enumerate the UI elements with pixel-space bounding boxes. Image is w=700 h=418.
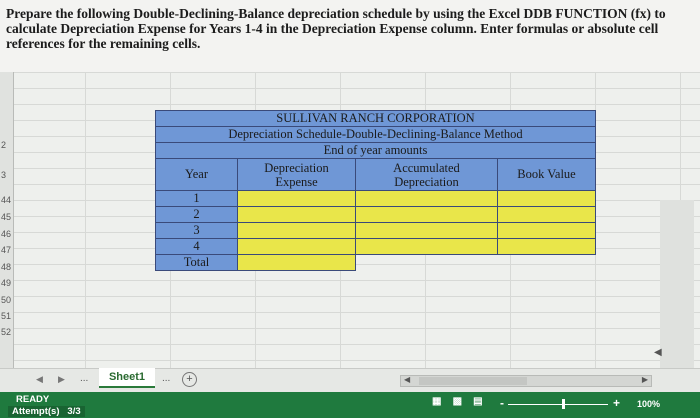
more-sheets-right[interactable]: ...: [162, 373, 171, 384]
row-number[interactable]: 49: [1, 278, 12, 288]
empty-cell: [498, 255, 596, 271]
normal-view-icon[interactable]: ▦: [432, 396, 442, 407]
status-bar: [0, 392, 700, 418]
depreciation-expense-input[interactable]: [238, 223, 356, 239]
tab-scroll-right-icon[interactable]: ▶: [58, 374, 65, 384]
attempts-value: 3/3: [67, 406, 81, 417]
year-cell[interactable]: 3: [156, 223, 238, 239]
attempts-indicator: [8, 406, 85, 417]
book-value-input[interactable]: [498, 239, 596, 255]
tab-scroll-left-icon[interactable]: ◀: [36, 374, 43, 384]
accumulated-depreciation-input[interactable]: [356, 239, 498, 255]
scroll-left-icon[interactable]: ◀: [404, 375, 411, 384]
plus-circle-icon[interactable]: +: [182, 372, 197, 387]
depreciation-expense-input[interactable]: [238, 191, 356, 207]
col-header-accum-line2: Depreciation: [394, 174, 459, 189]
empty-cell: [356, 255, 498, 271]
instructions-text: Prepare the following Double-Declining-Balance depreciation schedule by using the Excel DDB FUNCTION (fx) to calculate Depreciation Expense for Years 1-4 in the Depreciation Expense column. Enter formulas or absolute cell references for the remaining cells.: [0, 0, 700, 72]
depreciation-expense-input[interactable]: [238, 239, 356, 255]
year-cell[interactable]: 4: [156, 239, 238, 255]
col-header-dep-line1: Depreciation: [264, 160, 329, 175]
resize-arrow-icon[interactable]: ◀: [654, 347, 662, 358]
row-number[interactable]: 48: [1, 262, 12, 272]
total-depreciation-input[interactable]: [238, 255, 356, 271]
col-header-book-value: Book Value: [498, 159, 596, 191]
zoom-slider[interactable]: [508, 404, 608, 405]
depreciation-expense-input[interactable]: [238, 207, 356, 223]
company-name: SULLIVAN RANCH CORPORATION: [156, 111, 596, 127]
row-number[interactable]: 3: [1, 170, 7, 180]
zoom-slider-thumb[interactable]: [562, 399, 565, 409]
col-header-dep-line2: Expense: [275, 174, 318, 189]
view-buttons: [432, 396, 483, 407]
depreciation-schedule: [155, 110, 596, 271]
col-header-accum-line1: Accumulated: [393, 160, 460, 175]
ready-status: READY: [16, 394, 50, 405]
row-number[interactable]: 46: [1, 229, 12, 239]
row-number[interactable]: 52: [1, 327, 12, 337]
row-number[interactable]: 44: [1, 195, 12, 205]
row-number[interactable]: 45: [1, 212, 12, 222]
accumulated-depreciation-input[interactable]: [356, 223, 498, 239]
schedule-title: Depreciation Schedule-Double-Declining-Balance Method: [156, 127, 596, 143]
more-sheets-left[interactable]: ...: [80, 373, 89, 384]
book-value-input[interactable]: [498, 223, 596, 239]
zoom-in-icon[interactable]: +: [613, 396, 621, 410]
year-cell[interactable]: 1: [156, 191, 238, 207]
tab-sheet1[interactable]: Sheet1: [99, 368, 155, 388]
zoom-out-icon[interactable]: -: [500, 396, 504, 410]
horizontal-scrollbar[interactable]: [400, 375, 652, 387]
schedule-subtitle: End of year amounts: [156, 143, 596, 159]
sheet-tab-bar: [0, 368, 700, 392]
col-header-year: Year: [156, 159, 238, 191]
accumulated-depreciation-input[interactable]: [356, 207, 498, 223]
page-layout-view-icon[interactable]: ▩: [452, 396, 463, 407]
row-number[interactable]: 47: [1, 245, 12, 255]
scrollbar-thumb[interactable]: [419, 377, 527, 385]
vertical-scrollbar[interactable]: [660, 200, 694, 368]
row-number[interactable]: 2: [1, 140, 7, 150]
accumulated-depreciation-input[interactable]: [356, 191, 498, 207]
col-header-depreciation-expense: [238, 159, 356, 191]
total-label-cell[interactable]: Total: [156, 255, 238, 271]
row-number[interactable]: 50: [1, 295, 12, 305]
attempts-label: Attempt(s): [12, 406, 60, 417]
year-cell[interactable]: 2: [156, 207, 238, 223]
col-header-accumulated-depreciation: [356, 159, 498, 191]
row-number[interactable]: 51: [1, 311, 12, 321]
scroll-right-icon[interactable]: ▶: [641, 375, 648, 384]
page-break-view-icon[interactable]: ▤: [473, 396, 483, 407]
book-value-input[interactable]: [498, 207, 596, 223]
zoom-level[interactable]: 100%: [637, 399, 661, 409]
book-value-input[interactable]: [498, 191, 596, 207]
